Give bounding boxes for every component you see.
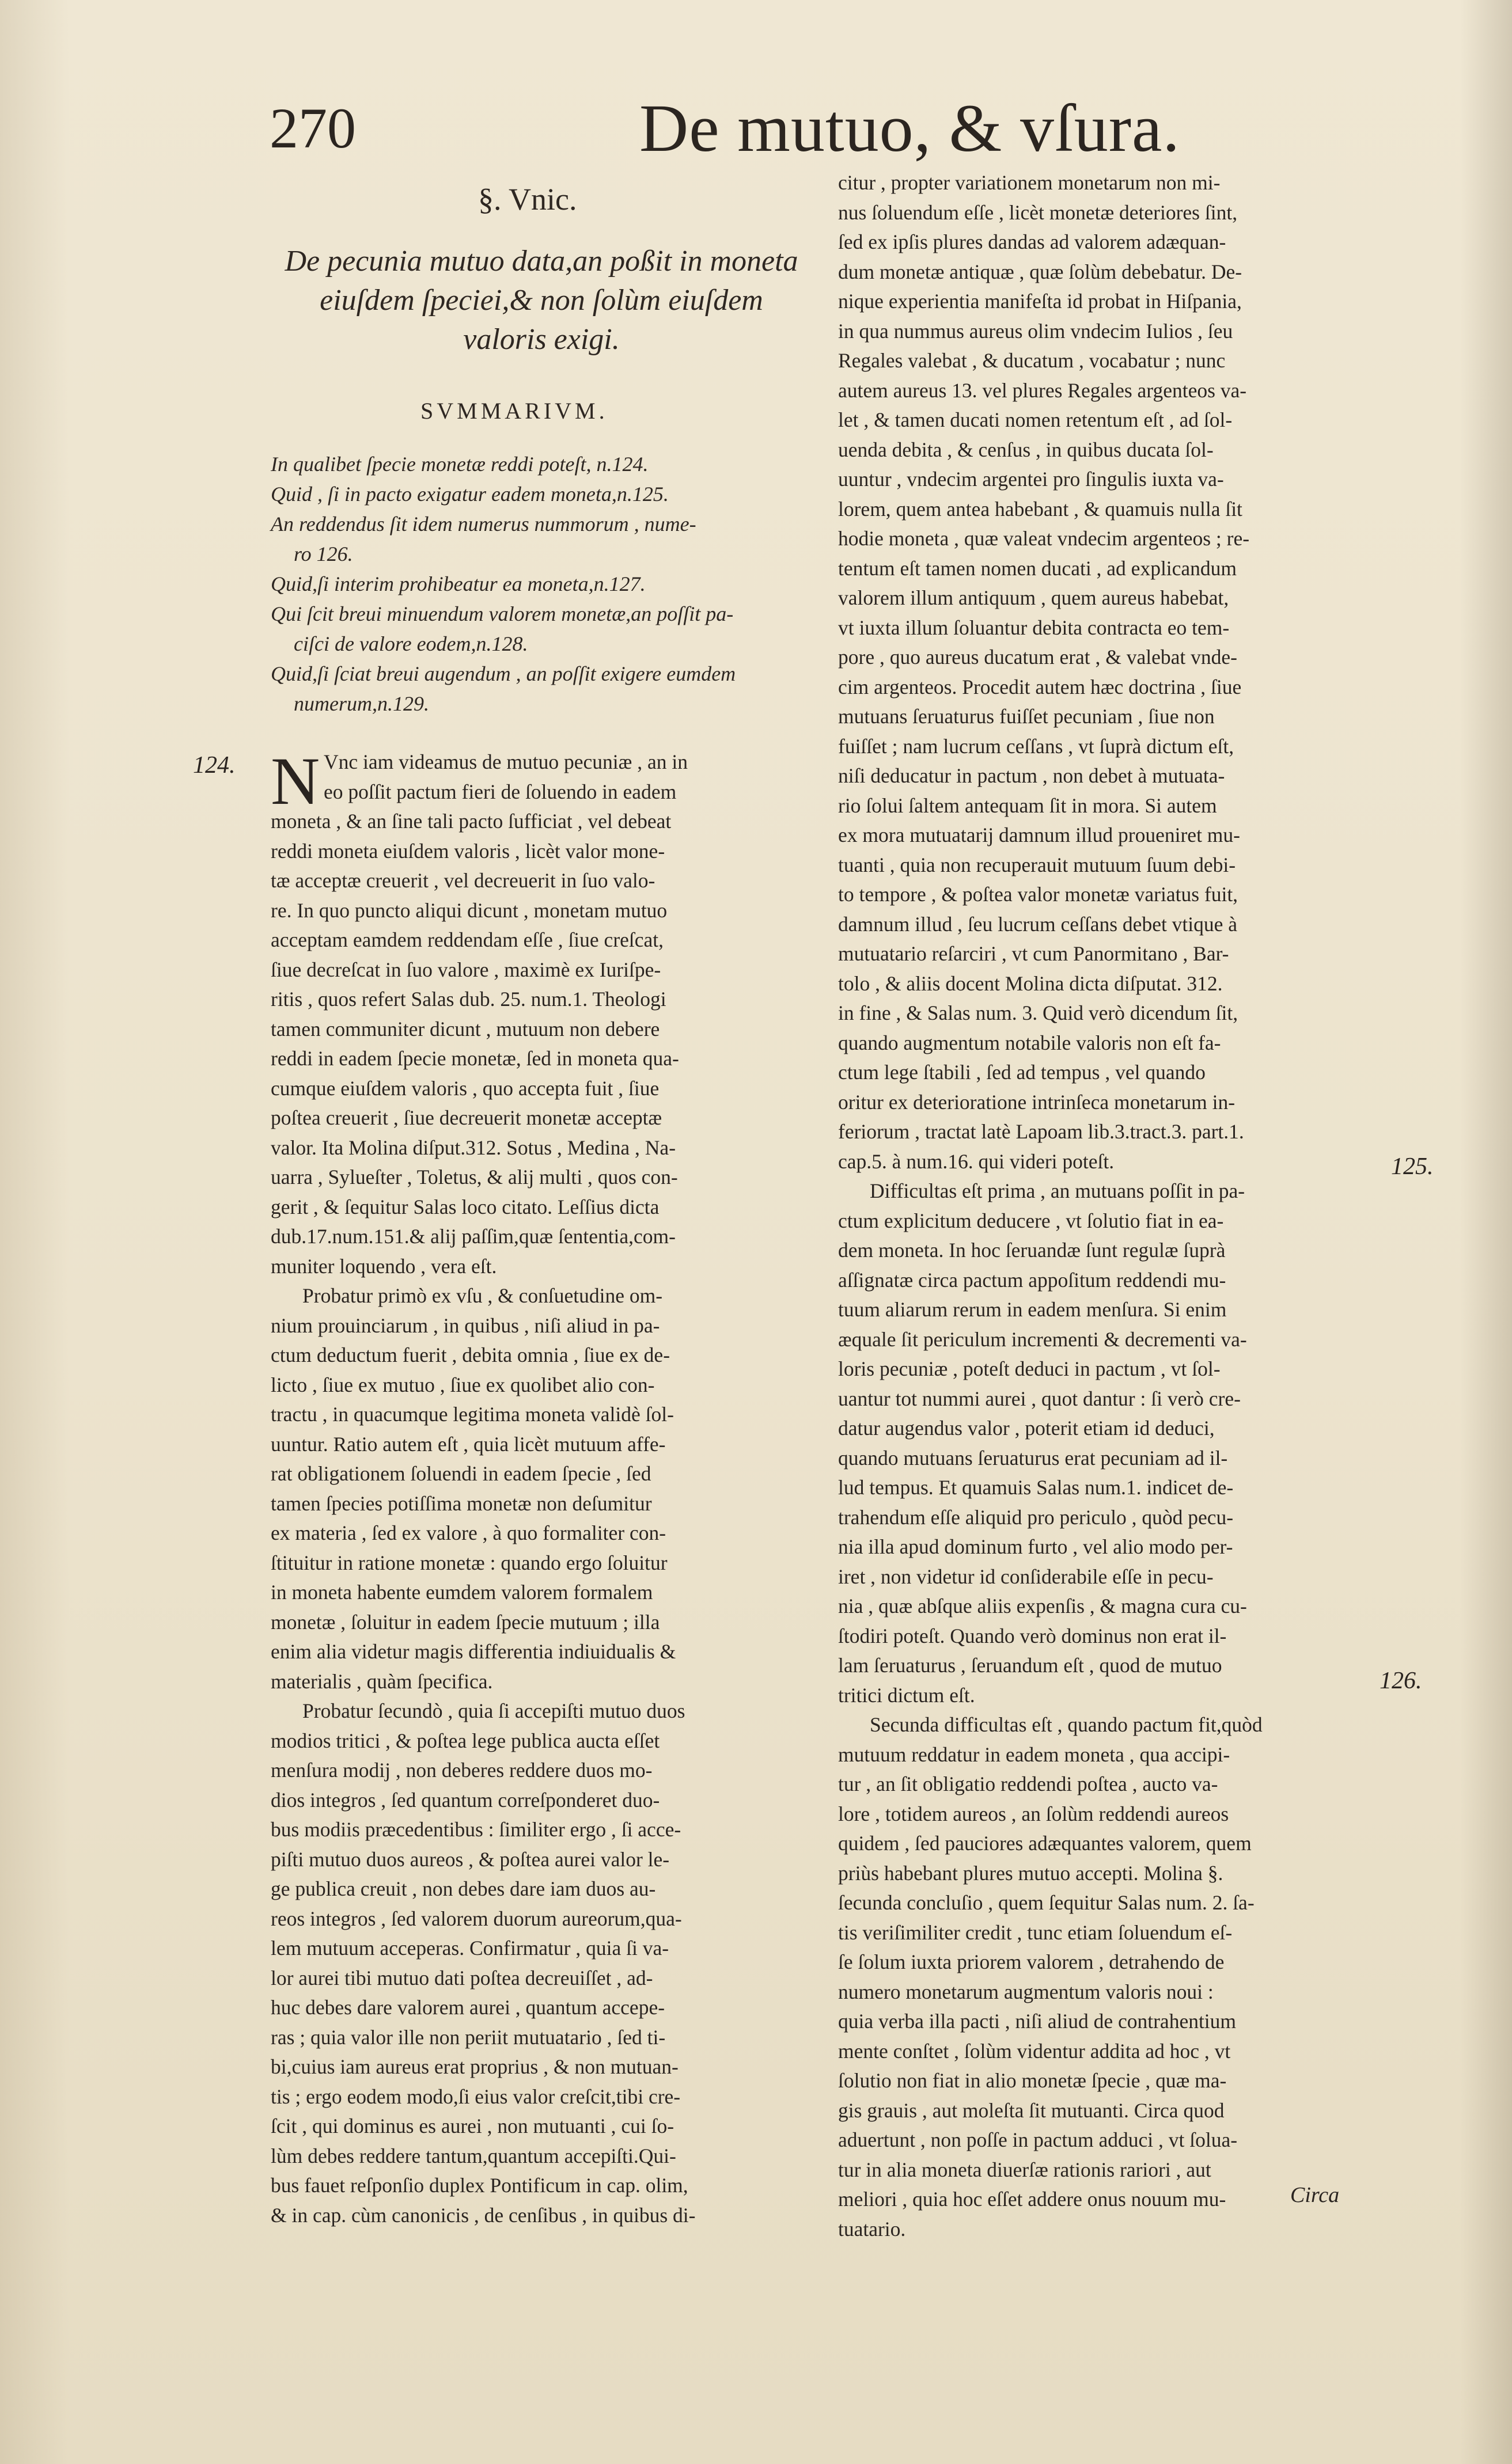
text-line: ſecunda concluſio , quem ſequitur Salas num. 2. ſa- [838, 1891, 1255, 1914]
text-line: aduertunt , non poſſe in pactum adduci , vt ſolua- [838, 2128, 1238, 2151]
text-line: lor aurei tibi mutuo dati poſtea decreuiſſet , ad- [271, 1966, 653, 1990]
text-line: lùm debes reddere tantum,quantum accepiſti.Qui- [271, 2144, 676, 2167]
page-number: 270 [270, 96, 356, 160]
text-line: ge publica creuit , non debes dare iam duos au- [271, 1877, 656, 1900]
text-line: pore , quo aureus ducatum erat , & valebat vnde- [838, 646, 1237, 669]
text-line: quidem , ſed pauciores adæquantes valorem, quem [838, 1832, 1252, 1855]
right-column [838, 168, 1377, 2244]
text-line: nus ſoluendum eſſe , licèt monetæ deteriores ſint, [838, 200, 1238, 224]
text-line: lorem, quem antea habebant , & quamuis nulla ſit [838, 497, 1242, 521]
text-line: reddi moneta eiuſdem valoris , licèt valor mone- [271, 839, 665, 863]
text-line: quando augmentum notabile valoris non eſt fa- [838, 1031, 1221, 1054]
summary-line: ro 126. [294, 542, 353, 565]
text-line: ctum deductum fuerit , debita omnia , ſiue ex de- [271, 1343, 670, 1366]
text-line: uarra , Sylueſter , Toletus, & alij multi , quos con- [271, 1165, 678, 1189]
text-line: eo poſſit pactum fieri de ſoluendo in eadem [324, 780, 677, 803]
text-line: monetæ , ſoluitur in eadem ſpecie mutuum ; illa [271, 1610, 660, 1634]
text-line: tritici dictum eſt. [838, 1683, 975, 1707]
text-line: ex materia , ſed ex valore , à quo formaliter con- [271, 1521, 666, 1544]
text-line: ſolutio non fiat in alio monetæ ſpecie , quæ ma- [838, 2069, 1227, 2092]
text-line: ſiue decreſcat in ſuo valore , maximè ex Iuriſpe- [271, 958, 661, 981]
text-line: Difficultas eſt prima , an mutuans poſſit in pa- [870, 1179, 1245, 1202]
text-line: cumque eiuſdem valoris , quo accepta fuit , ſiue [271, 1076, 660, 1100]
text-line: dub.17.num.151.& alij paſſim,quæ ſententia,com- [271, 1225, 676, 1248]
left-column [271, 743, 809, 2230]
text-line: ritis , quos refert Salas dub. 25. num.1. Theologi [271, 988, 666, 1011]
text-line: quia verba illa pacti , niſi aliud de contrahentium [838, 2010, 1237, 2033]
text-line: lam ſeruaturus , ſeruandum eſt , quod de mutuo [838, 1654, 1222, 1677]
text-line: tuanti , quia non recuperauit mutuum ſuum debi- [838, 853, 1236, 876]
text-line: tæ acceptæ creuerit , vel decreuerit in ſuo valo- [271, 869, 655, 892]
text-line: damnum illud , ſeu lucrum ceſſans debet vtique à [838, 912, 1238, 936]
text-line: tur in alia moneta diuerſæ rationis rariori , aut [838, 2158, 1211, 2181]
margin-number-124: 124. [193, 752, 236, 779]
summary-list [271, 449, 806, 719]
text-line: lem mutuum acceperas. Confirmatur , quia ſi va- [271, 1937, 669, 1960]
text-line: aſſignatæ circa pactum appoſitum reddendi mu- [838, 1268, 1226, 1292]
text-line: oritur ex deterioratione intrinſeca monetarum in- [838, 1090, 1236, 1114]
text-line: autem aureus 13. vel plures Regales argenteos va- [838, 378, 1247, 402]
text-line: lore , totidem aureos , an ſolùm reddendi aureos [838, 1802, 1229, 1825]
text-line: valor. Ita Molina diſput.312. Sotus , Medina , Na- [271, 1136, 676, 1159]
text-line: Probatur ſecundò , quia ſi accepiſti mutuo duos [302, 1699, 685, 1722]
text-line: Probatur primò ex vſu , & conſuetudine om- [302, 1284, 663, 1307]
text-line: Secunda difficultas eſt , quando pactum fit,quòd [870, 1713, 1263, 1736]
text-line: ſtodiri poteſt. Quando verò dominus non erat il- [838, 1624, 1227, 1647]
text-line: tis veriſimiliter credit , tunc etiam ſoluendum eſ- [838, 1920, 1233, 1944]
text-line: nium prouinciarum , in quibus , niſi aliud in pa- [271, 1313, 660, 1337]
text-line: feriorum , tractat latè Lapoam lib.3.tract.3. part.1. [838, 1120, 1244, 1143]
text-line: let , & tamen ducati nomen retentum eſt , ad ſol- [838, 408, 1233, 431]
text-line: tolo , & aliis docent Molina dicta diſputat. 312. [838, 971, 1223, 995]
text-line: ſcit , qui dominus es aurei , non mutuanti , cui ſo- [271, 2114, 674, 2138]
text-line: cim argenteos. Procedit autem hæc doctrina , ſiue [838, 675, 1242, 698]
summary-line: Quid , ſi in pacto exigatur eadem moneta,n.125. [271, 483, 669, 506]
text-line: dum monetæ antiquæ , quæ ſolùm debebatur. De- [838, 260, 1242, 283]
text-line: muniter loquendo , vera eſt. [271, 1254, 497, 1278]
text-line: tis ; ergo eodem modo,ſi eius valor creſcit,tibi cre- [271, 2085, 681, 2108]
drop-cap: N [271, 743, 320, 819]
text-line: æquale ſit periculum incrementi & decrementi va- [838, 1327, 1247, 1351]
text-line: ctum explicitum deducere , vt ſolutio fiat in ea- [838, 1209, 1224, 1232]
text-line: dios integros , ſed quantum correſponderet duo- [271, 1788, 660, 1812]
text-line: ſed ex ipſis plures dandas ad valorem adæquan- [838, 230, 1226, 253]
text-line: meliori , quia hoc eſſet addere onus nouum mu- [838, 2188, 1226, 2211]
text-line: uuntur. Ratio autem eſt , quia licèt mutuum affe- [271, 1432, 666, 1456]
text-line: piſti mutuo duos aureos , & poſtea aurei valor le- [271, 1847, 670, 1871]
summary-heading: SVMMARIVM. [420, 398, 608, 424]
text-line: ras ; quia valor ille non periit mutuatario , ſed ti- [271, 2025, 666, 2049]
text-line: ſtituitur in ratione monetæ : quando ergo ſoluitur [271, 1551, 668, 1574]
text-line: tuum aliarum rerum in eadem menſura. Si enim [838, 1298, 1227, 1321]
section-mark: §. Vnic. [478, 182, 577, 217]
text-line: nique experientia manifeſta id probat in Hiſpania, [838, 290, 1242, 313]
text-line: bus modiis præcedentibus : ſimiliter ergo , ſi acce- [271, 1818, 681, 1841]
margin-number-125: 125. [1391, 1153, 1434, 1180]
margin-number-126: 126. [1380, 1668, 1422, 1694]
text-line: uenda debita , & cenſus , in quibus ducata ſol- [838, 438, 1214, 461]
text-line: mutuans ſeruaturus fuiſſet pecuniam , ſiue non [838, 705, 1215, 728]
text-line: in fine , & Salas num. 3. Quid verò dicendum ſit, [838, 1001, 1238, 1024]
text-line: & in cap. cùm canonicis , de cenſibus , in quibus di- [271, 2203, 696, 2227]
text-line: cap.5. à num.16. qui videri poteſt. [838, 1149, 1115, 1173]
title-line: valoris exigi. [463, 323, 620, 356]
text-line: Regales valebat , & ducatum , vocabatur ; nunc [838, 349, 1226, 372]
text-line: mutuum reddatur in eadem moneta , qua accipi- [838, 1742, 1230, 1766]
text-line: gerit , & ſequitur Salas loco citato. Leſſius dicta [271, 1195, 660, 1218]
text-line: niſi deducatur in pactum , non debet à mutuata- [838, 764, 1225, 787]
text-line: menſura modij , non deberes reddere duos mo- [271, 1759, 653, 1782]
text-line: iret , non videtur id conſiderabile eſſe in pecu- [838, 1565, 1214, 1588]
text-line: mutuatario reſarciri , vt cum Panormitano , Bar- [838, 942, 1229, 965]
text-line: tuatario. [838, 2217, 906, 2241]
title-line: De pecunia mutuo data,an poßit in moneta [285, 245, 798, 278]
text-line: trahendum eſſe aliquid pro periculo , quòd pecu- [838, 1505, 1234, 1529]
summary-line: In qualibet ſpecie monetæ reddi poteſt, n.124. [271, 453, 649, 476]
text-line: ſe ſolum iuxta priorem valorem , detrahendo de [838, 1950, 1225, 1973]
text-line: numero monetarum augmentum valoris noui : [838, 1980, 1214, 2003]
text-line: datur augendus valor , poterit etiam id deduci, [838, 1417, 1215, 1440]
text-line: priùs habebant plures mutuo accepti. Molina §. [838, 1861, 1223, 1885]
title-line: eiuſdem ſpeciei,& non ſolùm eiuſdem [320, 284, 763, 317]
summary-line: Quid,ſi interim prohibeatur ea moneta,n.127. [271, 572, 646, 595]
summary-line: ciſci de valore eodem,n.128. [294, 632, 528, 655]
text-line: valorem illum antiquum , quem aureus habebat, [838, 586, 1229, 609]
summary-line: numerum,n.129. [294, 692, 429, 715]
catchword: Circa [1290, 2183, 1340, 2207]
text-line: huc debes dare valorem aurei , quantum accepe- [271, 1996, 665, 2019]
summary-line: Quid,ſi ſciat breui augendum , an poſſit exigere eumdem [271, 662, 736, 685]
text-line: citur , propter variationem monetarum non mi- [838, 171, 1221, 194]
text-line: to tempore , & poſtea valor monetæ variatus fuit, [838, 883, 1238, 906]
page-shadow-left [0, 0, 69, 2464]
text-line: bi,cuius iam aureus erat proprius , & non mutuan- [271, 2055, 679, 2078]
text-line: quando mutuans ſeruaturus erat pecuniam ad il- [838, 1446, 1228, 1470]
text-line: nia illa apud dominum furto , vel alio modo per- [838, 1535, 1233, 1558]
summary-line: Qui ſcit breui minuendum valorem monetæ,an poſſit pa- [271, 602, 734, 625]
text-line: gis grauis , aut moleſta ſit mutuanti. Circa quod [838, 2098, 1225, 2122]
text-line: re. In quo puncto aliqui dicunt , monetam mutuo [271, 898, 668, 922]
text-line: tractu , in quacumque legitima moneta validè ſol- [271, 1403, 674, 1426]
text-line: Vnc iam videamus de mutuo pecuniæ , an in [324, 750, 688, 773]
text-line: rio ſolui ſaltem antequam ſit in mora. Si autem [838, 794, 1217, 817]
text-line: reos integros , ſed valorem duorum aureorum,qua- [271, 1907, 682, 1930]
text-line: bus fauet reſponſio duplex Pontificum in cap. olim, [271, 2174, 688, 2197]
text-line: fuiſſet ; nam lucrum ceſſans , vt ſuprà dictum eſt, [838, 734, 1234, 758]
page-shadow-right [1460, 0, 1512, 2464]
text-line: dem moneta. In hoc ſeruandæ ſunt regulæ ſuprà [838, 1239, 1226, 1262]
text-line: tamen communiter dicunt , mutuum non debere [271, 1017, 660, 1041]
text-line: in qua nummus aureus olim vndecim Iulios , ſeu [838, 319, 1233, 343]
text-line: hodie moneta , quæ valeat vndecim argenteos ; re- [838, 527, 1250, 550]
text-line: reddi in eadem ſpecie monetæ, ſed in moneta qua- [271, 1047, 679, 1070]
text-line: enim alia videtur magis differentia indiuidualis & [271, 1640, 676, 1663]
text-line: vt iuxta illum ſoluantur debita contracta eo tem- [838, 616, 1230, 639]
text-line: lud tempus. Et quamuis Salas num.1. indicet de- [838, 1476, 1234, 1499]
text-line: nia , quæ abſque aliis expenſis , & magna cura cu- [838, 1594, 1247, 1618]
text-line: ex mora mutuatarij damnum illud proueniret mu- [838, 823, 1240, 846]
text-line: in moneta habente eumdem valorem formalem [271, 1581, 653, 1604]
text-line: materialis , quàm ſpecifica. [271, 1669, 493, 1693]
text-line: tur , an ſit obligatio reddendi poſtea , aucto va- [838, 1772, 1218, 1795]
text-line: modios tritici , & poſtea lege publica aucta eſſet [271, 1729, 660, 1752]
summary-line: An reddendus ſit idem numerus nummorum , nume- [271, 512, 696, 536]
running-head: De mutuo, & vſura. [639, 90, 1180, 166]
section-title [259, 242, 824, 359]
text-line: poſtea creuerit , ſiue decreuerit monetæ acceptæ [271, 1106, 662, 1129]
text-line: mente conſtet , ſolùm videntur addita ad hoc , vt [838, 2039, 1231, 2063]
text-line: rat obligationem ſoluendi in eadem ſpecie , ſed [271, 1462, 651, 1485]
text-line: tamen ſpecies potiſſima monetæ non deſumitur [271, 1491, 652, 1515]
text-line: acceptam eamdem reddendam eſſe , ſiue creſcat, [271, 928, 664, 951]
text-line: ctum lege ſtabili , ſed ad tempus , vel quando [838, 1061, 1206, 1084]
text-line: uuntur , vndecim argentei pro ſingulis iuxta va- [838, 468, 1224, 491]
text-line: uantur tot nummi aurei , quot dantur : ſi verò cre- [838, 1387, 1241, 1410]
text-line: loris pecuniæ , poteſt deduci in pactum , vt ſol- [838, 1357, 1221, 1380]
text-line: moneta , & an ſine tali pacto ſufficiat , vel debeat [271, 810, 672, 833]
text-line: licto , ſiue ex mutuo , ſiue ex quolibet alio con- [271, 1373, 655, 1396]
text-line: tentum eſt tamen nomen ducati , ad explicandum [838, 556, 1237, 580]
